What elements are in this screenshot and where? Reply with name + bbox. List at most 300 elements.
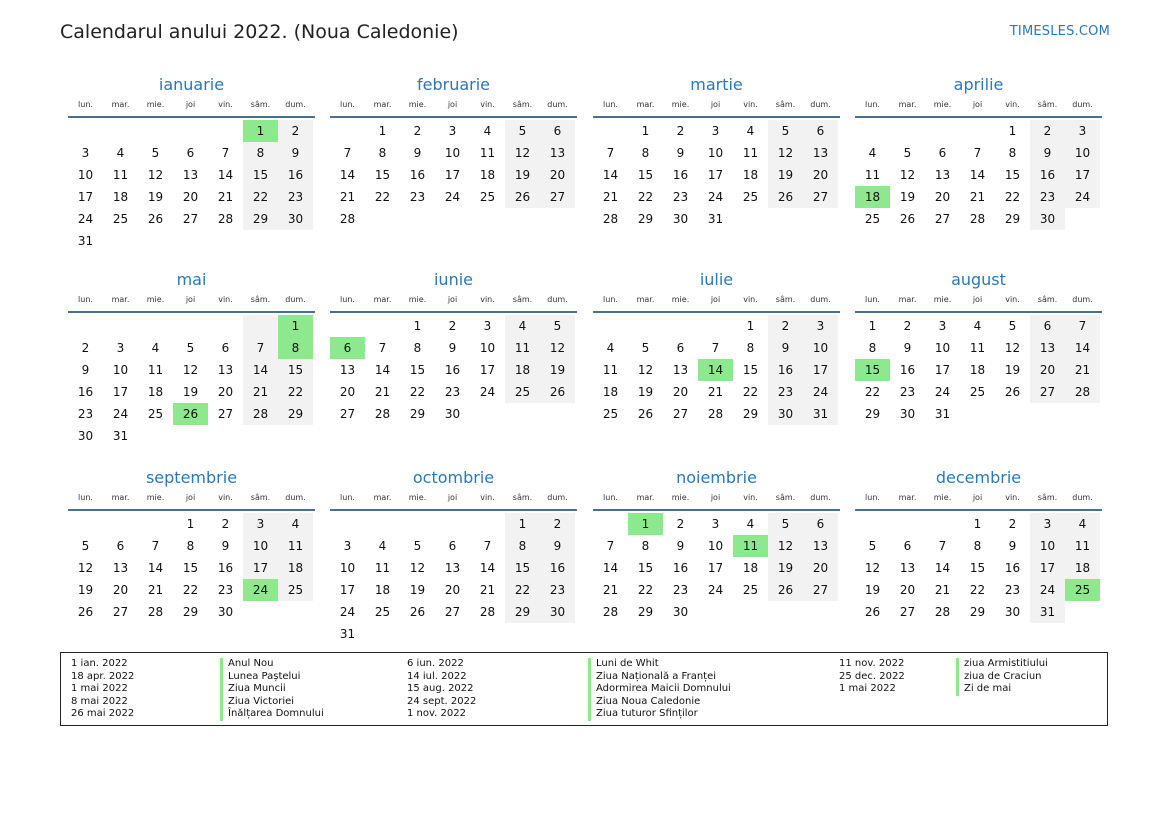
day-cell: 29 xyxy=(505,601,540,623)
month-name: mai xyxy=(176,270,207,289)
day-cell: 9 xyxy=(676,539,685,553)
day-cell: 10 xyxy=(112,363,129,377)
day-cell: 26 xyxy=(77,605,94,619)
empty-cell xyxy=(173,120,208,142)
legend-holiday: Zi de mai xyxy=(964,683,1012,695)
day-grid xyxy=(68,120,315,252)
day-cell: 23 xyxy=(217,583,234,597)
day-cell: 12 xyxy=(1004,341,1021,355)
weekday-label: lun. xyxy=(340,493,355,502)
day-cell: 9 xyxy=(676,146,685,160)
day-cell: 7 xyxy=(973,146,982,160)
day-cell: 29 xyxy=(1004,212,1021,226)
day-cell: 16 xyxy=(899,363,916,377)
day-cell: 5 xyxy=(505,120,540,142)
day-cell: 24 xyxy=(444,190,461,204)
empty-cell xyxy=(68,513,103,535)
day-cell: 17 xyxy=(112,385,129,399)
day-cell: 21 xyxy=(374,385,391,399)
weekday-label: sâm. xyxy=(775,295,796,304)
day-cell: 24 xyxy=(77,212,94,226)
day-cell: 29 xyxy=(864,407,881,421)
day-cell: 25 xyxy=(278,579,313,601)
day-cell: 9 xyxy=(278,142,313,164)
weekday-label: dum. xyxy=(547,493,568,502)
day-cell: 24 xyxy=(339,605,356,619)
day-cell: 26 xyxy=(637,407,654,421)
day-cell: 12 xyxy=(77,561,94,575)
day-cell: 28 xyxy=(969,212,986,226)
day-cell: 7 xyxy=(938,539,947,553)
day-cell: 15 xyxy=(182,561,199,575)
holiday-day-cell: 26 xyxy=(173,403,208,425)
weekday-label: lun. xyxy=(78,100,93,109)
weekday-label: mie. xyxy=(146,100,165,109)
month-noiembrie xyxy=(593,467,840,623)
day-cell: 15 xyxy=(742,363,759,377)
day-cell: 26 xyxy=(1004,385,1021,399)
weekday-label: lun. xyxy=(340,295,355,304)
day-cell: 13 xyxy=(899,561,916,575)
day-cell: 25 xyxy=(742,190,759,204)
holiday-day-cell: 1 xyxy=(278,315,313,337)
day-cell: 21 xyxy=(602,190,619,204)
day-cell: 22 xyxy=(374,190,391,204)
day-cell: 27 xyxy=(339,407,356,421)
day-cell: 10 xyxy=(243,535,278,557)
legend-holiday: Ziua Națională a Franței xyxy=(596,670,717,682)
day-cell: 7 xyxy=(221,146,230,160)
empty-cell xyxy=(138,315,173,337)
month-iunie xyxy=(330,269,577,425)
day-cell: 16 xyxy=(1030,164,1065,186)
legend-marker xyxy=(588,658,591,721)
weekday-label: vin. xyxy=(1005,100,1020,109)
day-cell: 29 xyxy=(637,212,654,226)
day-cell: 22 xyxy=(637,583,654,597)
empty-cell xyxy=(365,513,400,535)
day-cell: 18 xyxy=(479,168,496,182)
day-cell: 15 xyxy=(969,561,986,575)
weekday-label: vin. xyxy=(743,100,758,109)
day-cell: 11 xyxy=(278,535,313,557)
legend-holiday: Adormirea Maicii Domnului xyxy=(596,683,731,695)
holiday-day-cell: 11 xyxy=(733,535,768,557)
day-cell: 4 xyxy=(116,146,125,160)
legend-holiday: Ziua tuturor Sfinților xyxy=(596,708,698,720)
day-cell: 29 xyxy=(278,403,313,425)
day-grid xyxy=(68,315,315,447)
day-cell: 23 xyxy=(768,381,803,403)
holiday-day-cell: 6 xyxy=(330,337,365,359)
empty-cell xyxy=(593,513,628,535)
day-cell: 15 xyxy=(637,168,654,182)
empty-cell xyxy=(855,513,890,535)
day-grid xyxy=(855,315,1102,425)
day-cell: 24 xyxy=(479,385,496,399)
weekday-label: dum. xyxy=(810,493,831,502)
day-cell: 19 xyxy=(540,359,575,381)
holiday-day-cell: 25 xyxy=(1065,579,1100,601)
day-cell: 23 xyxy=(409,190,426,204)
day-cell: 8 xyxy=(243,142,278,164)
day-cell: 14 xyxy=(374,363,391,377)
day-cell: 21 xyxy=(147,583,164,597)
weekday-label: sâm. xyxy=(1037,295,1058,304)
day-cell: 26 xyxy=(409,605,426,619)
day-cell: 13 xyxy=(540,142,575,164)
legend-date: 1 mai 2022 xyxy=(71,683,128,695)
day-cell: 10 xyxy=(479,341,496,355)
day-cell: 12 xyxy=(768,142,803,164)
day-cell: 7 xyxy=(378,341,387,355)
weekday-label: lun. xyxy=(603,295,618,304)
day-grid xyxy=(593,513,840,623)
weekday-label: mie. xyxy=(671,100,690,109)
legend-date: 1 nov. 2022 xyxy=(407,708,466,720)
day-cell: 17 xyxy=(803,359,838,381)
legend-date: 26 mai 2022 xyxy=(71,708,135,720)
day-cell: 24 xyxy=(1030,579,1065,601)
day-cell: 7 xyxy=(711,341,720,355)
day-cell: 26 xyxy=(899,212,916,226)
day-cell: 5 xyxy=(151,146,160,160)
empty-cell xyxy=(365,315,400,337)
day-cell: 8 xyxy=(378,146,387,160)
day-cell: 16 xyxy=(278,164,313,186)
day-cell: 18 xyxy=(742,561,759,575)
day-cell: 10 xyxy=(339,561,356,575)
empty-cell xyxy=(68,120,103,142)
weekday-label: lun. xyxy=(603,100,618,109)
day-cell: 19 xyxy=(637,385,654,399)
empty-cell xyxy=(855,120,890,142)
weekday-header xyxy=(855,96,1102,118)
weekday-label: mar. xyxy=(373,295,392,304)
day-cell: 3 xyxy=(803,315,838,337)
day-cell: 9 xyxy=(1008,539,1017,553)
day-cell: 8 xyxy=(505,535,540,557)
day-cell: 11 xyxy=(864,168,881,182)
legend-date: 11 nov. 2022 xyxy=(839,658,905,669)
day-grid xyxy=(330,513,577,645)
day-cell: 9 xyxy=(448,341,457,355)
day-cell: 18 xyxy=(602,385,619,399)
day-cell: 31 xyxy=(112,429,129,443)
day-cell: 3 xyxy=(243,513,278,535)
day-grid xyxy=(593,120,840,230)
empty-cell xyxy=(925,513,960,535)
day-cell: 21 xyxy=(479,583,496,597)
day-cell: 12 xyxy=(182,363,199,377)
day-cell: 15 xyxy=(1004,168,1021,182)
day-cell: 12 xyxy=(864,561,881,575)
month-name: iunie xyxy=(433,270,473,289)
day-cell: 25 xyxy=(864,212,881,226)
legend-names-col3 xyxy=(964,658,1048,696)
day-cell: 3 xyxy=(1065,120,1100,142)
day-cell: 3 xyxy=(711,124,720,138)
weekday-label: mie. xyxy=(933,100,952,109)
day-cell: 23 xyxy=(278,186,313,208)
weekday-label: mar. xyxy=(636,100,655,109)
day-cell: 8 xyxy=(413,341,422,355)
weekday-label: mie. xyxy=(933,493,952,502)
day-cell: 8 xyxy=(641,539,650,553)
empty-cell xyxy=(103,120,138,142)
day-cell: 1 xyxy=(413,319,422,333)
day-cell: 23 xyxy=(77,407,94,421)
day-cell: 30 xyxy=(899,407,916,421)
day-cell: 21 xyxy=(339,190,356,204)
day-cell: 5 xyxy=(768,513,803,535)
day-cell: 6 xyxy=(1030,315,1065,337)
weekday-label: lun. xyxy=(865,295,880,304)
day-cell: 2 xyxy=(1030,120,1065,142)
weekday-label: mie. xyxy=(408,295,427,304)
day-cell: 30 xyxy=(444,407,461,421)
day-cell: 26 xyxy=(147,212,164,226)
day-cell: 24 xyxy=(1065,186,1100,208)
legend-date: 15 aug. 2022 xyxy=(407,683,474,695)
weekday-label: vin. xyxy=(1005,493,1020,502)
day-cell: 17 xyxy=(934,363,951,377)
day-cell: 14 xyxy=(217,168,234,182)
day-cell: 12 xyxy=(505,142,540,164)
weekday-label: lun. xyxy=(865,100,880,109)
weekday-label: joi xyxy=(447,493,458,502)
day-cell: 11 xyxy=(479,146,496,160)
weekday-label: dum. xyxy=(285,100,306,109)
day-cell: 26 xyxy=(768,579,803,601)
weekday-label: joi xyxy=(185,493,196,502)
day-cell: 22 xyxy=(969,583,986,597)
day-cell: 29 xyxy=(637,605,654,619)
day-cell: 27 xyxy=(672,407,689,421)
weekday-label: joi xyxy=(185,295,196,304)
day-cell: 28 xyxy=(243,403,278,425)
day-cell: 12 xyxy=(637,363,654,377)
day-cell: 27 xyxy=(934,212,951,226)
day-grid xyxy=(330,120,577,230)
day-cell: 23 xyxy=(1004,583,1021,597)
day-cell: 14 xyxy=(147,561,164,575)
day-grid xyxy=(68,513,315,623)
day-cell: 30 xyxy=(278,208,313,230)
legend-holiday: Luni de Whit xyxy=(596,658,659,669)
day-cell: 26 xyxy=(864,605,881,619)
month-ianuarie xyxy=(68,74,315,252)
day-cell: 7 xyxy=(343,146,352,160)
day-cell: 30 xyxy=(540,601,575,623)
weekday-label: sâm. xyxy=(250,295,271,304)
weekday-label: sâm. xyxy=(512,493,533,502)
weekday-header xyxy=(855,489,1102,511)
day-cell: 13 xyxy=(112,561,129,575)
day-cell: 3 xyxy=(938,319,947,333)
month-name: martie xyxy=(690,75,743,94)
day-cell: 4 xyxy=(973,319,982,333)
day-cell: 1 xyxy=(505,513,540,535)
day-cell: 30 xyxy=(1004,605,1021,619)
brand-link[interactable]: TIMESLES.COM xyxy=(1009,24,1110,39)
day-cell: 9 xyxy=(81,363,90,377)
empty-cell xyxy=(103,513,138,535)
day-cell: 23 xyxy=(672,583,689,597)
weekday-label: sâm. xyxy=(1037,100,1058,109)
weekday-label: dum. xyxy=(1072,493,1093,502)
day-cell: 7 xyxy=(606,146,615,160)
day-cell: 2 xyxy=(768,315,803,337)
day-cell: 22 xyxy=(409,385,426,399)
day-cell: 3 xyxy=(1030,513,1065,535)
day-cell: 13 xyxy=(803,535,838,557)
day-cell: 4 xyxy=(483,124,492,138)
day-cell: 16 xyxy=(77,385,94,399)
holiday-day-cell: 14 xyxy=(698,359,733,381)
month-name: decembrie xyxy=(935,468,1022,487)
day-cell: 23 xyxy=(672,190,689,204)
day-cell: 14 xyxy=(1065,337,1100,359)
day-cell: 11 xyxy=(1065,535,1100,557)
legend-holiday: Lunea Paștelui xyxy=(228,670,301,682)
month-name: octombrie xyxy=(412,468,495,487)
day-cell: 2 xyxy=(413,124,422,138)
day-cell: 12 xyxy=(899,168,916,182)
weekday-label: joi xyxy=(710,493,721,502)
day-cell: 18 xyxy=(742,168,759,182)
day-grid xyxy=(593,315,840,425)
holiday-day-cell: 15 xyxy=(855,359,890,381)
day-cell: 3 xyxy=(81,146,90,160)
day-cell: 6 xyxy=(221,341,230,355)
day-cell: 18 xyxy=(969,363,986,377)
day-cell: 31 xyxy=(77,234,94,248)
empty-cell xyxy=(593,315,628,337)
weekday-label: joi xyxy=(972,100,983,109)
weekday-label: dum. xyxy=(1072,100,1093,109)
day-cell: 25 xyxy=(147,407,164,421)
weekday-header xyxy=(593,96,840,118)
day-cell: 3 xyxy=(343,539,352,553)
weekday-label: joi xyxy=(710,295,721,304)
weekday-header xyxy=(330,96,577,118)
day-cell: 3 xyxy=(711,517,720,531)
weekday-label: joi xyxy=(447,295,458,304)
day-cell: 27 xyxy=(182,212,199,226)
month-name: noiembrie xyxy=(676,468,757,487)
empty-cell xyxy=(243,315,278,337)
month-iulie xyxy=(593,269,840,425)
day-cell: 24 xyxy=(707,190,724,204)
day-cell: 3 xyxy=(116,341,125,355)
legend-names-col1 xyxy=(228,658,324,721)
day-cell: 15 xyxy=(409,363,426,377)
holiday-day-cell: 18 xyxy=(855,186,890,208)
day-cell: 2 xyxy=(278,120,313,142)
day-cell: 28 xyxy=(934,605,951,619)
day-cell: 19 xyxy=(899,190,916,204)
day-cell: 5 xyxy=(641,341,650,355)
day-cell: 26 xyxy=(768,186,803,208)
day-cell: 13 xyxy=(803,142,838,164)
day-cell: 20 xyxy=(444,583,461,597)
day-cell: 30 xyxy=(672,212,689,226)
month-name: iulie xyxy=(699,270,734,289)
day-cell: 11 xyxy=(602,363,619,377)
day-cell: 21 xyxy=(1065,359,1100,381)
day-cell: 16 xyxy=(409,168,426,182)
day-cell: 3 xyxy=(448,124,457,138)
weekday-label: mie. xyxy=(146,295,165,304)
weekday-label: sâm. xyxy=(775,493,796,502)
day-cell: 14 xyxy=(602,561,619,575)
day-cell: 12 xyxy=(768,535,803,557)
day-cell: 14 xyxy=(339,168,356,182)
day-cell: 20 xyxy=(217,385,234,399)
weekday-header xyxy=(68,291,315,313)
legend-date: 1 mai 2022 xyxy=(839,683,896,695)
day-cell: 7 xyxy=(606,539,615,553)
day-cell: 30 xyxy=(768,403,803,425)
day-cell: 20 xyxy=(899,583,916,597)
day-cell: 9 xyxy=(1030,142,1065,164)
empty-cell xyxy=(173,315,208,337)
legend-marker xyxy=(220,658,223,721)
day-cell: 16 xyxy=(672,168,689,182)
day-cell: 16 xyxy=(1004,561,1021,575)
day-cell: 2 xyxy=(903,319,912,333)
legend-date: 6 iun. 2022 xyxy=(407,658,464,669)
weekday-label: mar. xyxy=(898,100,917,109)
weekday-label: mar. xyxy=(373,493,392,502)
weekday-label: dum. xyxy=(1072,295,1093,304)
day-cell: 10 xyxy=(77,168,94,182)
day-cell: 4 xyxy=(505,315,540,337)
day-cell: 9 xyxy=(768,337,803,359)
day-cell: 28 xyxy=(339,212,356,226)
weekday-label: mar. xyxy=(898,295,917,304)
day-cell: 10 xyxy=(803,337,838,359)
weekday-label: vin. xyxy=(218,100,233,109)
day-cell: 25 xyxy=(112,212,129,226)
weekday-label: vin. xyxy=(218,493,233,502)
legend-holiday: Înălțarea Domnului xyxy=(228,708,324,720)
weekday-label: mie. xyxy=(671,493,690,502)
day-cell: 9 xyxy=(540,535,575,557)
month-name: aprilie xyxy=(953,75,1004,94)
day-cell: 1 xyxy=(1008,124,1017,138)
day-cell: 2 xyxy=(221,517,230,531)
day-cell: 28 xyxy=(602,605,619,619)
day-cell: 25 xyxy=(505,381,540,403)
day-cell: 6 xyxy=(803,120,838,142)
day-cell: 12 xyxy=(147,168,164,182)
day-cell: 16 xyxy=(217,561,234,575)
day-cell: 9 xyxy=(221,539,230,553)
weekday-label: mar. xyxy=(111,295,130,304)
weekday-label: sâm. xyxy=(250,100,271,109)
day-cell: 27 xyxy=(540,186,575,208)
day-cell: 23 xyxy=(540,579,575,601)
day-cell: 29 xyxy=(409,407,426,421)
weekday-label: lun. xyxy=(340,100,355,109)
month-august xyxy=(855,269,1102,425)
empty-cell xyxy=(470,513,505,535)
day-cell: 15 xyxy=(243,164,278,186)
day-cell: 27 xyxy=(899,605,916,619)
day-cell: 14 xyxy=(934,561,951,575)
